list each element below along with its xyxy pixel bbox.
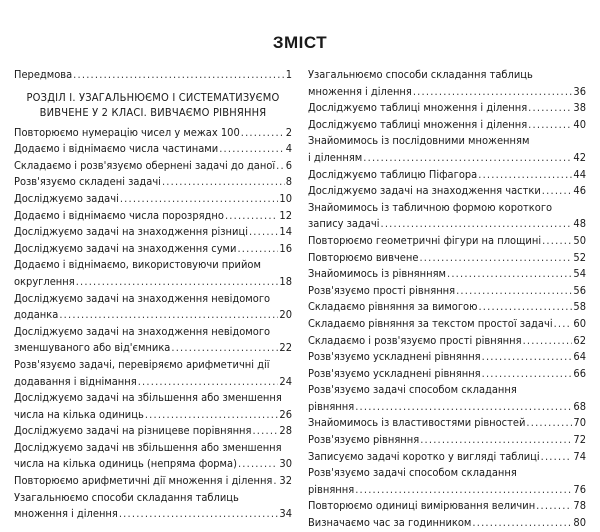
- toc-entry-page: 2: [285, 125, 292, 139]
- toc-entry-text: числа на кілька одиниць (непряма форма): [14, 457, 237, 471]
- toc-entry[interactable]: [308, 333, 586, 350]
- toc-entry[interactable]: [14, 490, 292, 523]
- dot-leader: [456, 283, 572, 300]
- toc-entry-page: 40: [573, 117, 586, 131]
- toc-entry-text: Розв'язуємо ускладнені рівняння: [308, 350, 481, 364]
- toc-entry-text: рівняння: [308, 482, 355, 496]
- toc-entry-text: Складаємо рівняння за текстом простої задачі: [308, 316, 553, 330]
- dot-leader: [241, 125, 285, 142]
- dot-leader: [273, 473, 278, 490]
- toc-entry-page: 64: [573, 350, 586, 364]
- toc-entry-page: 30: [279, 457, 292, 471]
- toc-entry-page: 56: [573, 283, 586, 297]
- toc-entry[interactable]: [14, 191, 292, 208]
- toc-entry-text: Досліджуємо задачі: [14, 191, 119, 205]
- toc-entry[interactable]: [14, 174, 292, 191]
- toc-entry[interactable]: [308, 432, 586, 449]
- dot-leader: [238, 456, 278, 473]
- toc-entry-text: Досліджуємо таблицю Піфагора: [308, 167, 478, 181]
- toc-entry-page: 10: [279, 191, 292, 205]
- toc-entry[interactable]: [308, 283, 586, 300]
- toc-entry-page: 36: [573, 84, 586, 98]
- toc-right-column: [308, 67, 586, 532]
- toc-entry-page: 78: [573, 499, 586, 513]
- toc-entry[interactable]: [14, 241, 292, 258]
- toc-entry-text: Складаємо і розв'язуємо прості рівняння: [308, 333, 522, 347]
- toc-entry-page: 18: [279, 274, 292, 288]
- dot-leader: [447, 266, 572, 283]
- toc-entry-text: додавання і віднімання: [14, 374, 137, 388]
- toc-entry[interactable]: [308, 133, 586, 166]
- toc-entry-text: Знайомимось із рівнянням: [308, 267, 446, 281]
- toc-entry-page: 74: [573, 449, 586, 463]
- toc-entry-text: Досліджуємо задачі на різницеве порівняння: [14, 424, 252, 438]
- toc-entry-page: 26: [279, 407, 292, 421]
- toc-entry-text: округлення: [14, 274, 75, 288]
- toc-entry[interactable]: [14, 257, 292, 290]
- toc-entry[interactable]: [308, 415, 586, 432]
- dot-leader: [73, 67, 285, 84]
- toc-entry-page: 42: [573, 150, 586, 164]
- toc-entry[interactable]: [308, 449, 586, 466]
- dot-leader: [536, 498, 572, 515]
- section-heading-line: РОЗДІЛ І. УЗАГАЛЬНЮЄМО І СИСТЕМАТИЗУЄМО: [26, 90, 280, 104]
- toc-left-column: [14, 67, 292, 523]
- toc-entry-page: 20: [279, 308, 292, 322]
- toc-entry-page: 34: [279, 507, 292, 521]
- toc-entry[interactable]: [14, 291, 292, 324]
- toc-entry-page: 72: [573, 433, 586, 447]
- toc-entry[interactable]: [308, 349, 586, 366]
- toc-entry-text: Досліджуємо задачі на знаходження різниці: [14, 225, 248, 239]
- dot-leader: [419, 250, 572, 267]
- toc-entry-page: 44: [573, 167, 586, 181]
- toc-entry[interactable]: [308, 498, 586, 515]
- toc-entry-text: Розв'язуємо ускладнені рівняння: [308, 366, 481, 380]
- toc-entry-text: Повторюємо одиниці вимірювання величин: [308, 499, 536, 513]
- toc-entry-text: і діленням: [308, 150, 363, 164]
- dot-leader: [363, 150, 572, 167]
- dot-leader: [420, 432, 572, 449]
- dot-leader: [472, 515, 572, 532]
- dot-leader: [528, 100, 572, 117]
- toc-entry[interactable]: [308, 200, 586, 233]
- toc-entry[interactable]: [308, 67, 586, 100]
- section-heading: [14, 90, 292, 120]
- toc-entry-text: Складаємо і розв'язуємо обернені задачі до даної: [14, 158, 276, 172]
- dot-leader: [59, 307, 278, 324]
- toc-entry[interactable]: [308, 250, 586, 267]
- dot-leader: [523, 333, 573, 350]
- dot-leader: [482, 349, 573, 366]
- toc-entry-text: Досліджуємо задачі нв збільшення або зменшення: [14, 440, 282, 454]
- toc-entry-text: Розв'язуємо рівняння: [308, 433, 420, 447]
- dot-leader: [276, 158, 285, 175]
- dot-leader: [528, 117, 572, 134]
- toc-entry-text: Додаємо і віднімаємо, використовуючи прийом: [14, 258, 261, 272]
- toc-entry-text: множення і ділення: [308, 84, 412, 98]
- dot-leader: [542, 183, 573, 200]
- toc-entry[interactable]: [308, 266, 586, 283]
- toc-entry[interactable]: [14, 141, 292, 158]
- toc-entry-text: Узагальнюємо способи складання таблиць: [308, 68, 533, 81]
- toc-entry-text: рівняння: [308, 399, 355, 413]
- dot-leader: [119, 506, 279, 523]
- toc-entry-page: 14: [279, 225, 292, 239]
- toc-entry-text: Досліджуємо задачі на знаходження частки: [308, 184, 541, 198]
- toc-entry[interactable]: [14, 440, 292, 473]
- toc-entries: [14, 125, 292, 523]
- dot-leader: [478, 167, 572, 184]
- toc-entry-text: Визначаємо час за годинником: [308, 516, 472, 530]
- toc-entry-page: 6: [285, 158, 292, 172]
- toc-entry-text: Повторюємо арифметичні дії множення і ділення: [14, 474, 273, 488]
- dot-leader: [219, 141, 285, 158]
- toc-entry-page: 38: [573, 101, 586, 115]
- dot-leader: [252, 423, 278, 440]
- toc-entry[interactable]: [14, 208, 292, 225]
- page-title: ЗМІСТ: [272, 33, 328, 52]
- toc-entry[interactable]: [308, 183, 586, 200]
- dot-leader: [120, 191, 279, 208]
- toc-entry-page: 8: [285, 175, 292, 189]
- toc-entry[interactable]: [308, 465, 586, 498]
- toc-entry[interactable]: [14, 158, 292, 175]
- toc-entry-page: 4: [285, 142, 292, 156]
- toc-entry-page: 50: [573, 233, 586, 247]
- toc-entry-text: Додаємо і віднімаємо числа порозрядно: [14, 208, 224, 222]
- dot-leader: [381, 216, 573, 233]
- toc-entry-text: Досліджуємо задачі на збільшення або зменшення: [14, 391, 282, 405]
- toc-entry[interactable]: [14, 473, 292, 490]
- toc-entry-page: 60: [573, 316, 586, 330]
- toc-entry[interactable]: [14, 324, 292, 357]
- dot-leader: [162, 174, 285, 191]
- toc-entry[interactable]: [14, 224, 292, 241]
- toc-entry[interactable]: [308, 316, 586, 333]
- toc-entry-text: Узагальнюємо способи складання таблиць: [14, 490, 239, 504]
- toc-entry-text: Знайомимось із табличною формою короткого: [308, 200, 553, 214]
- dot-leader: [225, 208, 278, 225]
- toc-entry-page: 32: [279, 474, 292, 488]
- dot-leader: [145, 407, 279, 424]
- toc-entry-text: Досліджуємо таблиці множення і ділення: [308, 101, 528, 115]
- toc-entry-text: Записуємо задачі коротко у вигляді таблиці: [308, 449, 540, 463]
- toc-entry-page: 28: [279, 424, 292, 438]
- toc-entry-page: 76: [573, 482, 586, 496]
- toc-entry-preface[interactable]: [14, 67, 292, 84]
- toc-entry-page: 46: [573, 184, 586, 198]
- toc-entry-page: 1: [285, 68, 292, 81]
- toc-entry-text: Додаємо і віднімаємо числа частинами: [14, 142, 219, 156]
- dot-leader: [355, 399, 572, 416]
- toc-entry-text: Досліджуємо таблиці множення і ділення: [308, 117, 528, 131]
- toc-entry[interactable]: [14, 423, 292, 440]
- toc-entry-page: 24: [279, 374, 292, 388]
- toc-entries: [308, 67, 586, 532]
- toc-entry-text: доданка: [14, 308, 59, 322]
- toc-entry[interactable]: [308, 233, 586, 250]
- toc-entry-text: Досліджуємо задачі на знаходження невідомого: [14, 291, 271, 305]
- toc-entry-text: Складаємо рівняння за вимогою: [308, 300, 478, 314]
- dot-leader: [138, 374, 279, 391]
- toc-entry[interactable]: [308, 515, 586, 532]
- toc-entry-text: Досліджуємо задачі на знаходження невідомого: [14, 324, 271, 338]
- toc-entry[interactable]: [308, 366, 586, 383]
- toc-entry[interactable]: [308, 299, 586, 316]
- toc-entry-page: 52: [573, 250, 586, 264]
- toc-entry[interactable]: [308, 382, 586, 415]
- toc-entry[interactable]: [14, 390, 292, 423]
- toc-entry-page: 66: [573, 366, 586, 380]
- toc-entry[interactable]: [308, 100, 586, 117]
- dot-leader: [478, 299, 572, 316]
- toc-entry-page: 70: [573, 416, 586, 430]
- toc-entry-text: Досліджуємо задачі на знаходження суми: [14, 241, 237, 255]
- dot-leader: [541, 449, 573, 466]
- toc-entry-page: 48: [573, 217, 586, 231]
- toc-entry-page: 22: [279, 341, 292, 355]
- toc-entry[interactable]: [14, 357, 292, 390]
- toc-entry-text: Передмова: [14, 68, 73, 81]
- toc-entry-text: Знайомимось із властивостями рівностей: [308, 416, 526, 430]
- toc-entry[interactable]: [308, 167, 586, 184]
- toc-entry-page: 16: [279, 241, 292, 255]
- dot-leader: [76, 274, 279, 291]
- toc-entry-text: множення і ділення: [14, 507, 118, 521]
- toc-entry-text: Повторюємо геометричні фігури на площині: [308, 233, 542, 247]
- toc-entry-text: Розв'язуємо прості рівняння: [308, 283, 456, 297]
- toc-entry-text: Знайомимось із послідовними множенням: [308, 134, 530, 148]
- toc-entry-text: Повторюємо вивчене: [308, 250, 419, 264]
- toc-entry-text: Розв'язуємо складені задачі: [14, 175, 161, 189]
- toc-entry-page: 58: [573, 300, 586, 314]
- toc-entry[interactable]: [308, 117, 586, 134]
- dot-leader: [542, 233, 572, 250]
- toc-entry-text: Повторюємо нумерацію чисел у межах 100: [14, 125, 240, 139]
- dot-leader: [554, 316, 573, 333]
- dot-leader: [526, 415, 572, 432]
- toc-entry-text: числа на кілька одиниць: [14, 407, 144, 421]
- toc-entry-text: запису задачі: [308, 217, 380, 231]
- toc-entry[interactable]: [14, 125, 292, 142]
- dot-leader: [171, 340, 278, 357]
- dot-leader: [482, 366, 573, 383]
- dot-leader: [413, 84, 573, 101]
- toc-entry-page: 62: [573, 333, 586, 347]
- toc-entry-text: Розв'язуємо задачі способом складання: [308, 383, 517, 397]
- section-heading-line: ВИВЧЕНЕ У 2 КЛАСІ. ВИВЧАЄМО РІВНЯННЯ: [39, 105, 267, 119]
- dot-leader: [355, 482, 572, 499]
- toc-entry-page: 12: [279, 208, 292, 222]
- toc-entry-text: Розв'язуємо задачі, перевіряємо арифметичні дії: [14, 357, 270, 371]
- dot-leader: [237, 241, 278, 258]
- toc-entry-page: 68: [573, 399, 586, 413]
- toc-entry-text: зменшуваного або від'ємника: [14, 341, 171, 355]
- toc-entry-text: Розв'язуємо задачі способом складання: [308, 466, 517, 480]
- dot-leader: [249, 224, 278, 241]
- toc-entry-page: 54: [573, 267, 586, 281]
- toc-entry-page: 80: [573, 516, 586, 530]
